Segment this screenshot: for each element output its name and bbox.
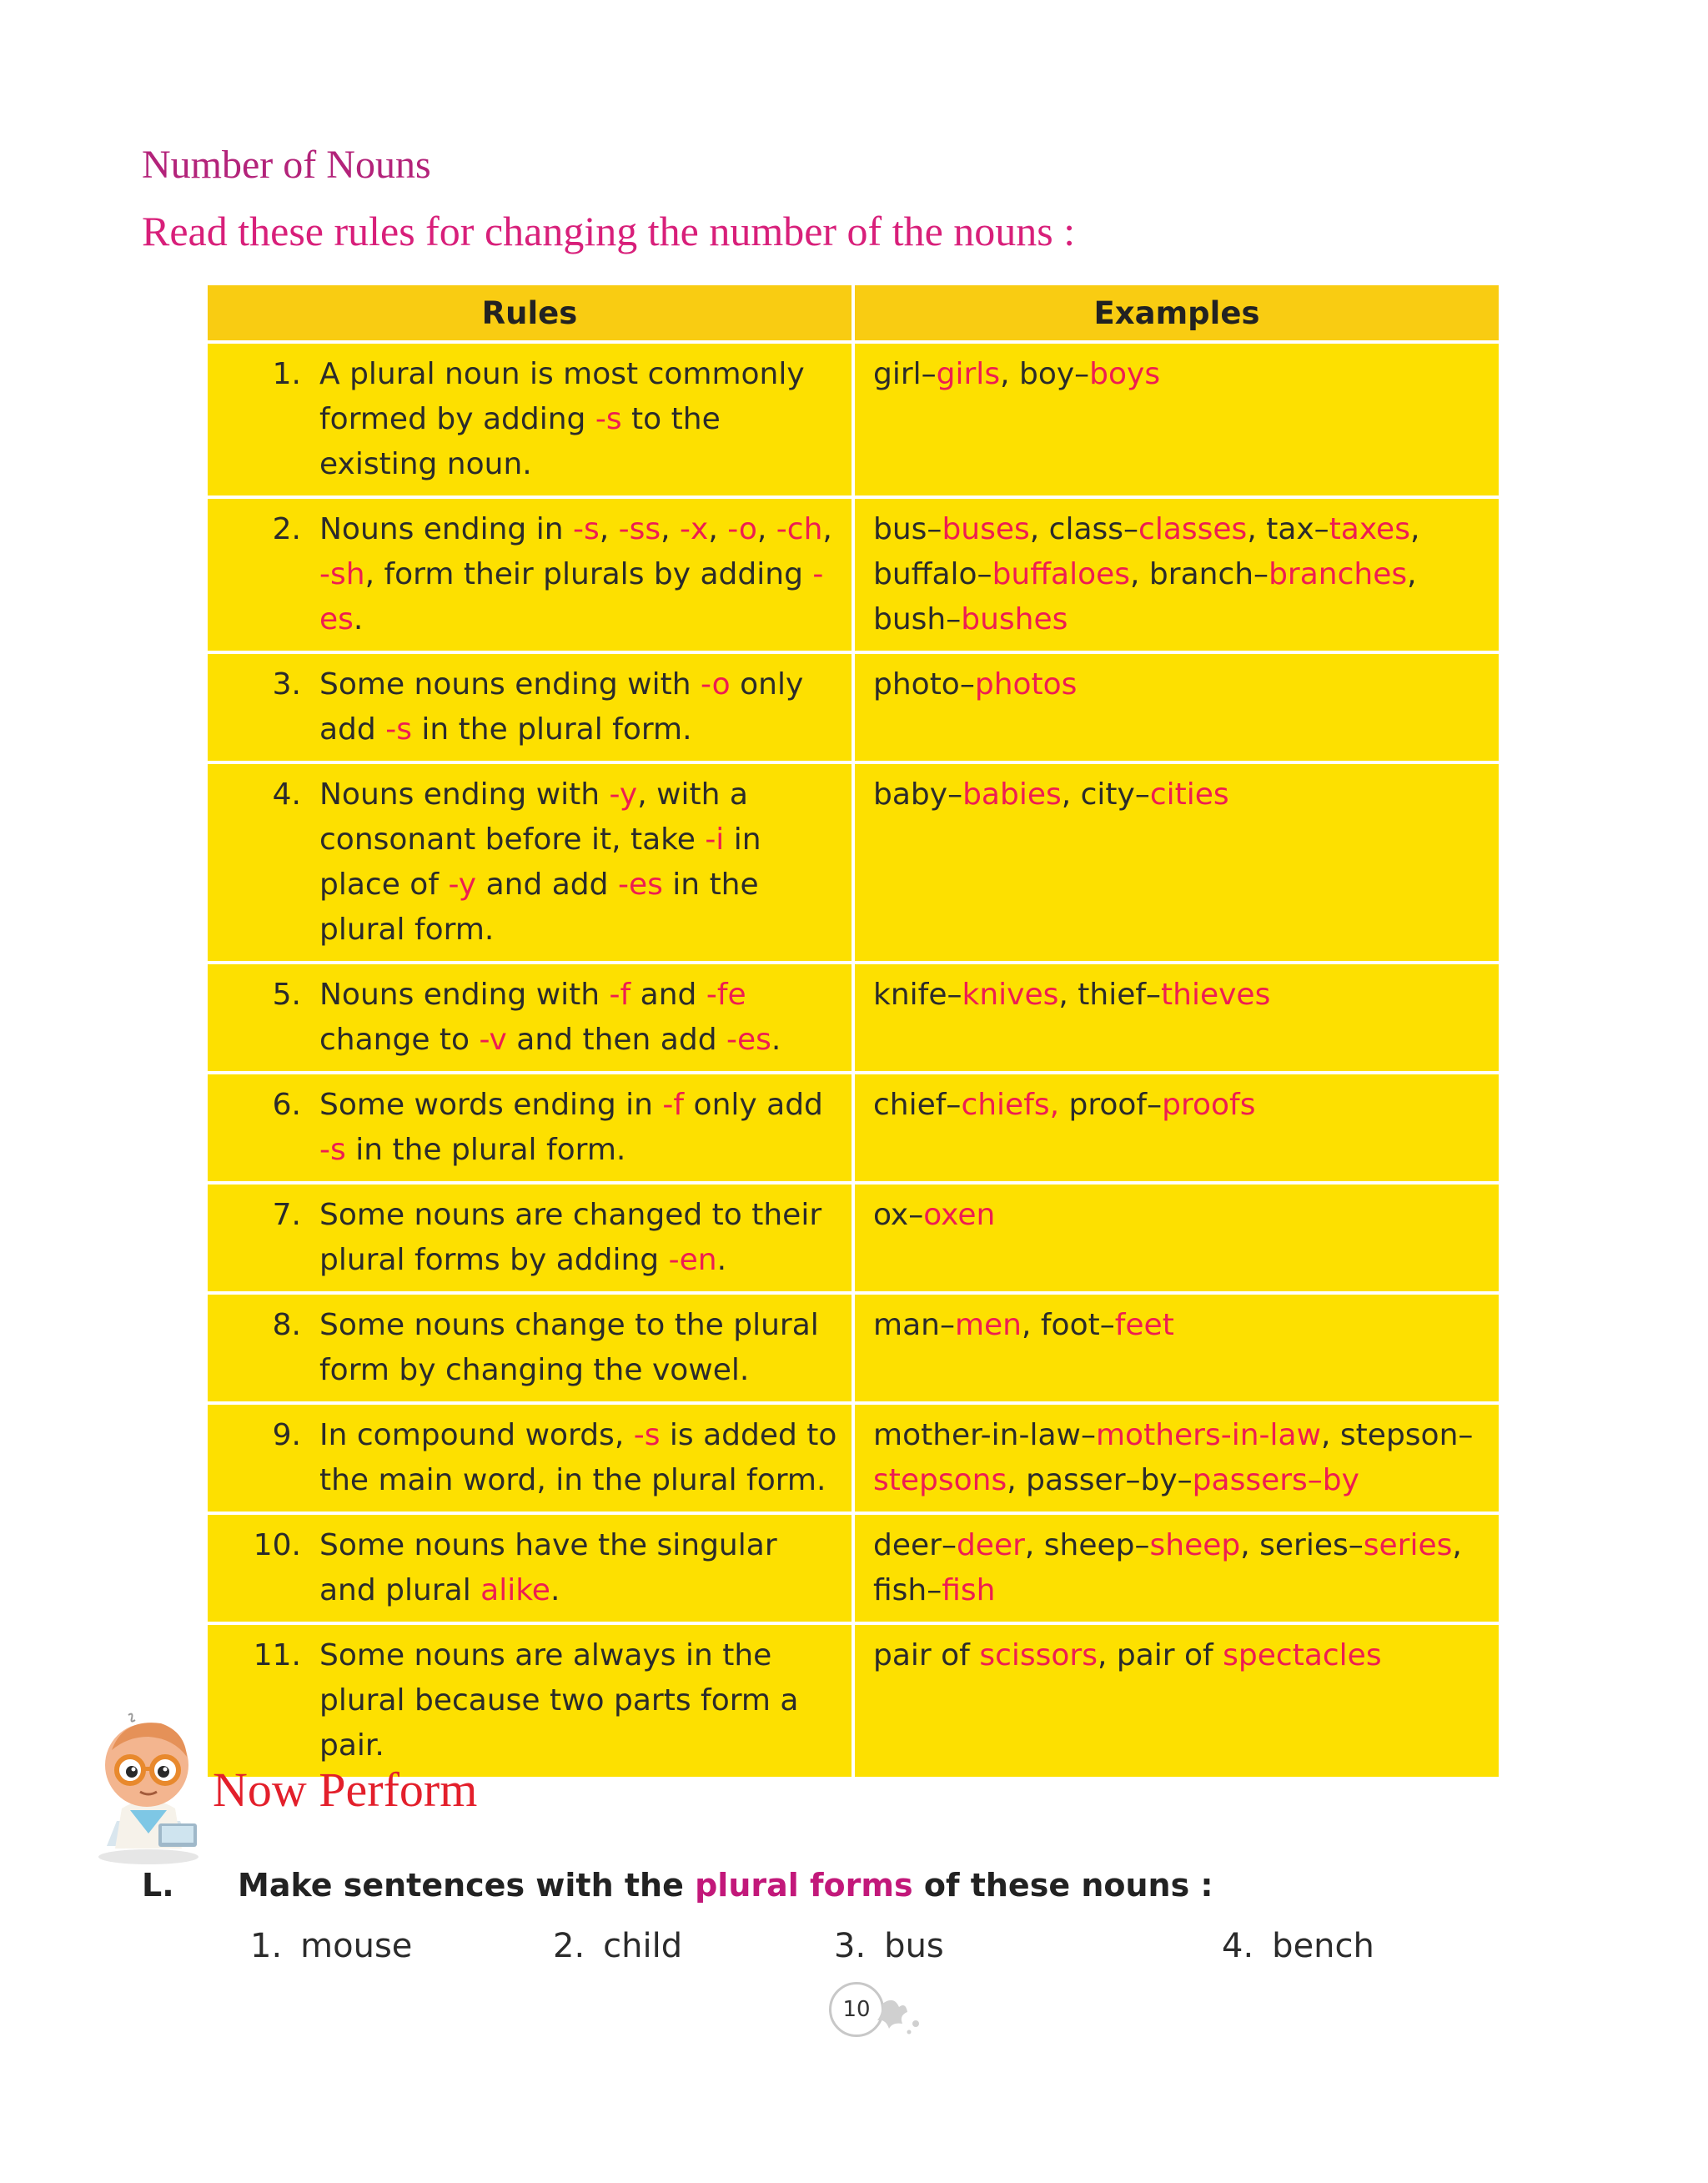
example-cell bbox=[853, 1403, 1500, 1513]
example-cell bbox=[853, 963, 1500, 1073]
rule-number: 6. bbox=[272, 1088, 301, 1122]
rule-segment: , bbox=[708, 512, 728, 546]
rule-cell bbox=[206, 652, 853, 762]
exercise-word bbox=[250, 1927, 412, 1965]
table-row bbox=[206, 762, 1500, 963]
rule-item bbox=[226, 352, 838, 487]
example-cell bbox=[853, 1293, 1500, 1403]
rule-cell bbox=[206, 1073, 853, 1183]
rule-text bbox=[319, 1303, 838, 1393]
example-cell bbox=[853, 342, 1500, 497]
exercise-word bbox=[553, 1927, 682, 1965]
paint-splash-icon bbox=[877, 1987, 927, 2037]
rule-text bbox=[319, 973, 838, 1063]
word-text: mouse bbox=[300, 1927, 413, 1965]
rule-segment: is added to the main word, in the plural form. bbox=[319, 1418, 837, 1497]
example-plural: mothers-in-law bbox=[1095, 1418, 1322, 1452]
word-number: 4. bbox=[1222, 1927, 1254, 1965]
word-number: 2. bbox=[553, 1927, 585, 1965]
rule-text bbox=[319, 1413, 838, 1503]
rule-segment: . bbox=[353, 602, 364, 636]
example-singular: , class– bbox=[1029, 512, 1139, 546]
exercise-letter: L. bbox=[142, 1867, 174, 1904]
rule-highlight: -y bbox=[448, 868, 477, 902]
rule-segment: in place of bbox=[319, 822, 761, 902]
rule-highlight: -es bbox=[726, 1023, 771, 1057]
rule-highlight: -o bbox=[700, 667, 731, 702]
example-cell bbox=[853, 652, 1500, 762]
rule-segment: and then add bbox=[506, 1023, 727, 1057]
rule-number: 1. bbox=[272, 357, 301, 391]
example-plural: men bbox=[954, 1308, 1022, 1342]
example-plural: taxes bbox=[1329, 512, 1410, 546]
example-plural: classes bbox=[1138, 512, 1248, 546]
table-row bbox=[206, 1073, 1500, 1183]
table-row bbox=[206, 1293, 1500, 1403]
example-plural: deer bbox=[956, 1528, 1025, 1562]
example-singular: knife– bbox=[873, 978, 962, 1012]
table-row bbox=[206, 1403, 1500, 1513]
rules-table bbox=[204, 282, 1502, 1780]
rule-text bbox=[319, 772, 838, 953]
word-text: bus bbox=[884, 1927, 944, 1965]
rule-cell bbox=[206, 963, 853, 1073]
rule-text bbox=[319, 662, 838, 752]
rule-cell bbox=[206, 1403, 853, 1513]
example-plural: branches bbox=[1268, 557, 1408, 591]
rule-segment: , bbox=[756, 512, 776, 546]
rule-cell bbox=[206, 1183, 853, 1293]
rules-body bbox=[206, 342, 1500, 1778]
example-cell bbox=[853, 1623, 1500, 1778]
example-plural: buses bbox=[942, 512, 1030, 546]
rule-highlight: -o bbox=[727, 512, 757, 546]
section-heading: Number of Nouns bbox=[142, 143, 431, 187]
rule-item bbox=[226, 507, 838, 642]
rule-segment: and bbox=[630, 978, 706, 1012]
rule-cell bbox=[206, 342, 853, 497]
exercise-instruction bbox=[238, 1867, 1213, 1904]
rule-cell bbox=[206, 497, 853, 652]
rule-cell bbox=[206, 762, 853, 963]
rule-segment: in the plural form. bbox=[319, 868, 759, 947]
example-plural: boys bbox=[1089, 357, 1161, 391]
example-plural: passers–by bbox=[1192, 1463, 1359, 1497]
rule-item bbox=[226, 1633, 838, 1768]
example-singular: , stepson– bbox=[1321, 1418, 1474, 1452]
table-row bbox=[206, 1623, 1500, 1778]
example-singular: ox– bbox=[873, 1198, 924, 1232]
example-plural: bushes bbox=[961, 602, 1068, 636]
rule-segment: Some nouns are always in the plural because two parts form a pair. bbox=[319, 1638, 799, 1763]
header-examples: Examples bbox=[853, 284, 1500, 342]
rule-segment: in the plural form. bbox=[345, 1133, 626, 1167]
rule-number: 5. bbox=[272, 978, 301, 1012]
rule-highlight: -x bbox=[680, 512, 709, 546]
rule-number: 11. bbox=[253, 1638, 301, 1672]
example-singular: chief– bbox=[873, 1088, 962, 1122]
example-singular: , bush– bbox=[873, 557, 1417, 636]
rule-number: 8. bbox=[272, 1308, 301, 1342]
rule-segment: in the plural form. bbox=[411, 712, 692, 747]
example-singular: , thief– bbox=[1058, 978, 1162, 1012]
example-plural: photos bbox=[974, 667, 1078, 702]
example-singular: baby– bbox=[873, 777, 963, 812]
rule-segment: , bbox=[822, 512, 832, 546]
example-plural: thieves bbox=[1161, 978, 1271, 1012]
page-number-badge bbox=[829, 1982, 884, 2037]
rule-text bbox=[319, 352, 838, 487]
rule-highlight: -es bbox=[319, 557, 824, 636]
example-singular: photo– bbox=[873, 667, 975, 702]
rule-segment: Some nouns have the singular and plural bbox=[319, 1528, 777, 1607]
example-plural: fish bbox=[942, 1573, 996, 1607]
example-plural: girls bbox=[936, 357, 1001, 391]
rule-highlight: -f bbox=[662, 1088, 685, 1122]
example-plural: sheep bbox=[1149, 1528, 1241, 1562]
example-plural: knives bbox=[962, 978, 1059, 1012]
example-singular: , boy– bbox=[1000, 357, 1090, 391]
example-singular: , buffalo– bbox=[873, 512, 1420, 591]
table-row bbox=[206, 1183, 1500, 1293]
example-plural: buffaloes bbox=[992, 557, 1131, 591]
example-plural: scissors bbox=[979, 1638, 1098, 1672]
rule-highlight: -f bbox=[609, 978, 631, 1012]
rule-item bbox=[226, 772, 838, 953]
instruction-highlight: plural forms bbox=[695, 1867, 913, 1904]
rule-cell bbox=[206, 1513, 853, 1623]
table-row bbox=[206, 342, 1500, 497]
example-plural: babies bbox=[962, 777, 1062, 812]
rule-number: 7. bbox=[272, 1198, 301, 1232]
rule-segment: Some nouns are changed to their plural forms by adding bbox=[319, 1198, 822, 1277]
rule-segment: , form their plurals by adding bbox=[364, 557, 813, 591]
rule-text bbox=[319, 1633, 838, 1768]
rule-segment: only add bbox=[319, 667, 804, 747]
rule-segment: , bbox=[661, 512, 681, 546]
rule-segment: , with a consonant before it, take bbox=[319, 777, 748, 857]
rule-segment: A plural noun is most commonly formed by adding bbox=[319, 357, 805, 436]
example-singular: deer– bbox=[873, 1528, 957, 1562]
example-singular: , foot– bbox=[1022, 1308, 1115, 1342]
word-number: 1. bbox=[250, 1927, 283, 1965]
rule-segment: to the existing noun. bbox=[319, 402, 721, 481]
word-text: child bbox=[603, 1927, 683, 1965]
example-cell bbox=[853, 497, 1500, 652]
rule-highlight: -v bbox=[479, 1023, 507, 1057]
example-singular: proof– bbox=[1059, 1088, 1163, 1122]
rule-highlight: -s bbox=[595, 402, 622, 436]
exercise-word bbox=[834, 1927, 944, 1965]
table-row bbox=[206, 497, 1500, 652]
page-number: 10 bbox=[842, 1997, 871, 2022]
exercise-word bbox=[1222, 1927, 1374, 1965]
example-plural: cities bbox=[1149, 777, 1229, 812]
rule-highlight: -es bbox=[617, 868, 663, 902]
example-plural: series bbox=[1363, 1528, 1453, 1562]
example-singular: , city– bbox=[1061, 777, 1150, 812]
example-cell bbox=[853, 1513, 1500, 1623]
rule-segment: Some nouns ending with bbox=[319, 667, 701, 702]
rule-item bbox=[226, 1523, 838, 1613]
word-number: 3. bbox=[834, 1927, 867, 1965]
rule-highlight: -s bbox=[572, 512, 600, 546]
example-singular: , branch– bbox=[1130, 557, 1269, 591]
example-singular: , fish– bbox=[873, 1528, 1462, 1607]
rule-text bbox=[319, 507, 838, 642]
example-cell bbox=[853, 762, 1500, 963]
rule-highlight: -i bbox=[705, 822, 725, 857]
rule-number: 2. bbox=[272, 512, 301, 546]
rule-text bbox=[319, 1083, 838, 1173]
rule-segment: Nouns ending with bbox=[319, 777, 610, 812]
rule-segment: Some words ending in bbox=[319, 1088, 663, 1122]
rule-segment: change to bbox=[319, 1023, 480, 1057]
example-cell bbox=[853, 1073, 1500, 1183]
instruction-text: Make sentences with the bbox=[238, 1867, 696, 1904]
rule-segment: Nouns ending in bbox=[319, 512, 573, 546]
example-plural: chiefs, bbox=[961, 1088, 1060, 1122]
table-header-row bbox=[206, 284, 1500, 342]
example-singular: , passer–by– bbox=[1007, 1463, 1193, 1497]
rule-number: 10. bbox=[253, 1528, 301, 1562]
rule-item bbox=[226, 1303, 838, 1393]
rule-item bbox=[226, 1193, 838, 1283]
rule-number: 4. bbox=[272, 777, 301, 812]
rule-highlight: -en bbox=[668, 1243, 717, 1277]
rule-segment: Nouns ending with bbox=[319, 978, 610, 1012]
rule-cell bbox=[206, 1623, 853, 1778]
rule-item bbox=[226, 1413, 838, 1503]
rule-segment: and add bbox=[476, 868, 618, 902]
example-singular: pair of bbox=[873, 1638, 980, 1672]
rule-cell bbox=[206, 1293, 853, 1403]
section-subheading: Read these rules for changing the number of the nouns : bbox=[142, 208, 1076, 254]
rule-text bbox=[319, 1523, 838, 1613]
table-row bbox=[206, 963, 1500, 1073]
rule-highlight: -ss bbox=[618, 512, 661, 546]
rule-highlight: -s bbox=[633, 1418, 661, 1452]
rule-highlight: -s bbox=[385, 712, 412, 747]
rule-highlight: -fe bbox=[706, 978, 746, 1012]
rule-highlight: -sh bbox=[319, 557, 365, 591]
example-singular: , sheep– bbox=[1024, 1528, 1150, 1562]
rule-segment: . bbox=[716, 1243, 727, 1277]
instruction-text-end: of these nouns : bbox=[912, 1867, 1213, 1904]
rule-highlight: -s bbox=[319, 1133, 346, 1167]
example-plural: proofs bbox=[1162, 1088, 1256, 1122]
now-perform-heading: Now Perform bbox=[213, 1763, 478, 1817]
rule-text bbox=[319, 1193, 838, 1283]
rule-number: 3. bbox=[272, 667, 301, 702]
example-singular: man– bbox=[873, 1308, 955, 1342]
rule-highlight: -y bbox=[609, 777, 638, 812]
example-singular: , series– bbox=[1240, 1528, 1364, 1562]
word-text: bench bbox=[1272, 1927, 1374, 1965]
example-singular: bus– bbox=[873, 512, 942, 546]
rule-item bbox=[226, 1083, 838, 1173]
rule-item bbox=[226, 973, 838, 1063]
example-singular: , tax– bbox=[1247, 512, 1329, 546]
rule-number: 9. bbox=[272, 1418, 301, 1452]
rule-segment: only add bbox=[684, 1088, 823, 1122]
example-plural: stepsons bbox=[873, 1463, 1007, 1497]
example-singular: girl– bbox=[873, 357, 937, 391]
rule-item bbox=[226, 662, 838, 752]
mascot-image bbox=[82, 1708, 215, 1867]
example-plural: feet bbox=[1114, 1308, 1174, 1342]
header-rules: Rules bbox=[206, 284, 853, 342]
rule-segment: . bbox=[771, 1023, 781, 1057]
rule-segment: In compound words, bbox=[319, 1418, 634, 1452]
rule-segment: . bbox=[550, 1573, 560, 1607]
table-row bbox=[206, 1513, 1500, 1623]
table-row bbox=[206, 652, 1500, 762]
rule-segment: Some nouns change to the plural form by changing the vowel. bbox=[319, 1308, 819, 1387]
example-singular: , pair of bbox=[1097, 1638, 1223, 1672]
example-cell bbox=[853, 1183, 1500, 1293]
rule-highlight: alike bbox=[480, 1573, 550, 1607]
example-plural: oxen bbox=[923, 1198, 996, 1232]
example-plural: spectacles bbox=[1223, 1638, 1382, 1672]
rule-segment: , bbox=[599, 512, 619, 546]
rule-highlight: -ch bbox=[776, 512, 823, 546]
example-singular: mother-in-law– bbox=[873, 1418, 1096, 1452]
